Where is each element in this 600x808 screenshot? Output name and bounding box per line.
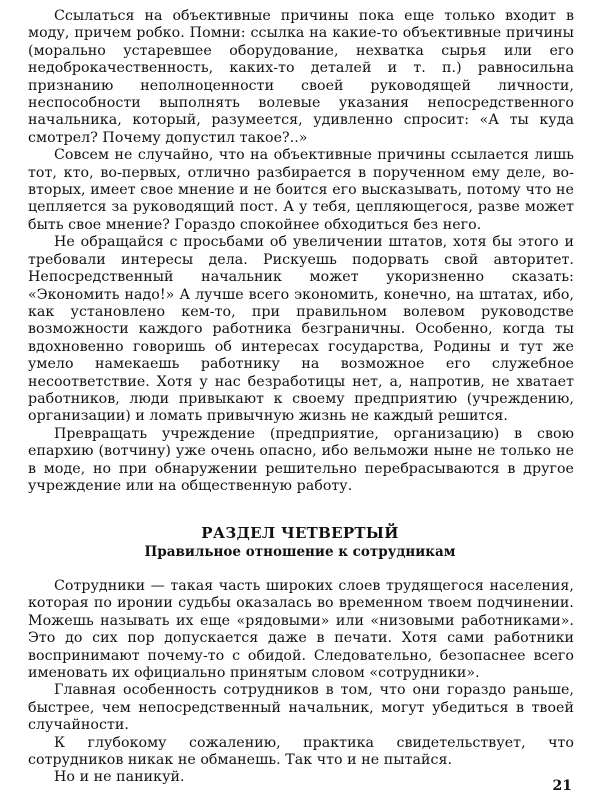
section-subtitle: Правильное отношение к сотрудникам — [144, 544, 456, 560]
paragraph: Не обращайся с просьбами об увеличении штатов, хотя бы этого и требовали интересы дела. Рискуешь подорвать свой авторитет. Непосредственный начальник может укоризненно сказать: «Экономить надо!» А лучше всего экономить, конечно, на штатах, ибо, как установлено кем-то, при правильном волевом руководстве возможности каждого работника безграничны. Особенно, когда ты вдохновенно говоришь об интересах государства, Родины и тут же умело намекаешь работнику на возможное его служебное несоответствие. Хотя у нас безработицы нет, а, напротив, не хватает работников, люди привыкают к своему предприятию (учреждению, организации) и ломать привычную жизнь не каждый решится. — [28, 234, 574, 425]
text-block-bottom — [28, 578, 574, 787]
section-title: РАЗДЕЛ ЧЕТВЕРТЫЙ — [201, 524, 399, 542]
paragraph: Сотрудники — такая часть широких слоев трудящегося населения, которая по иронии судьбы оказалась во временном твоем подчинении. Можешь называть их еще «рядовыми» или «низовыми работниками». Это до сих пор допускается даже в печати. Хотя сами работники воспринимают почему-то с обидой. Следовательно, безопаснее всего именовать их официально принятым словом «сотрудники». — [28, 578, 574, 682]
paragraph: Ссылаться на объективные причины пока еще только входит в моду, причем робко. Помни: ссылка на какие-то объективные причины (морально устаревшее оборудование, нехватка сырья или его недоброкачественность, каких-то деталей и т. п.) равносильна признанию неполноценности своей руководящей личности, неспособности выполнять волевые указания непосредственного начальника, который, разумеется, удивленно спросит: «А ты куда смотрел? Почему допустил такое?..» — [28, 8, 574, 146]
page-number: 21 — [552, 778, 572, 794]
paragraph: Превращать учреждение (предприятие, организацию) в свою епархию (вотчину) уже очень опасно, ибо вельможи ныне не только не в моде, но при обнаружении решительно перебрасываются в другое учреждение или на общественную работу. — [28, 425, 574, 494]
paragraph: Но и не паникуй. — [54, 769, 185, 786]
paragraph: Совсем не случайно, что на объективные причины ссылается лишь тот, кто, во-первых, отлично разбирается в порученном ему деле, во-вторых, имеет свое мнение и не боится его высказывать, потому что не цепляется за руководящий пост. А у тебя, цепляющегося, разве может быть свое мнение? Гораздо спокойнее обходиться без него. — [28, 147, 574, 233]
paragraph: Главная особенность сотрудников в том, что они гораздо раньше, быстрее, чем непосредственный начальник, могут убедиться в твоей случайности. — [28, 682, 574, 734]
text-block-top — [28, 8, 574, 495]
paragraph: К глубокому сожалению, практика свидетельствует, что сотрудников никак не обманешь. Так что и не пытайся. — [28, 734, 574, 769]
